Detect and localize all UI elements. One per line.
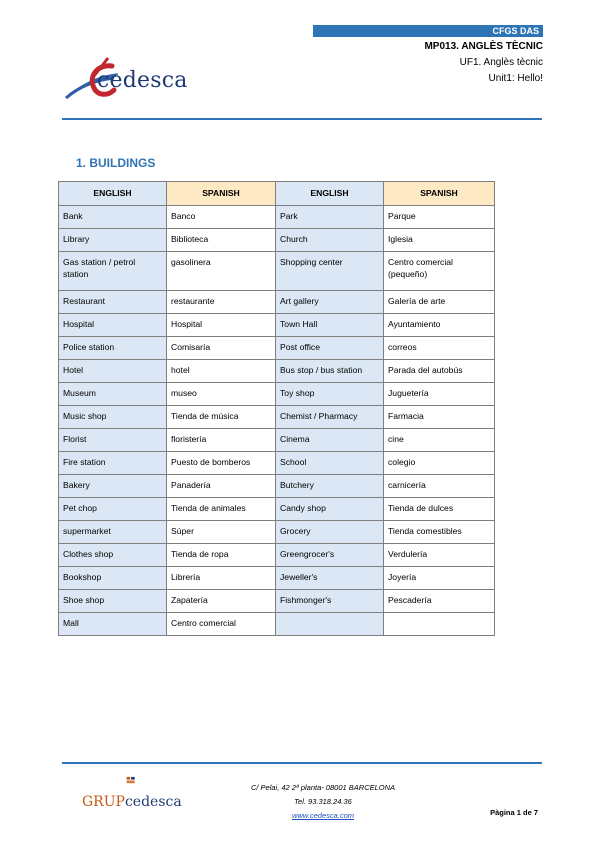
course-code: CFGS DAS: [492, 26, 539, 36]
table-row: [59, 544, 495, 567]
table-row: [59, 383, 495, 406]
header-divider: [62, 118, 542, 120]
cell-spanish: Verdulería: [384, 544, 495, 567]
cell-english: Restaurant: [59, 291, 167, 314]
cell-english: Hospital: [59, 314, 167, 337]
cell-spanish: Tienda comestibles: [384, 521, 495, 544]
cell-english: Park: [276, 206, 384, 229]
table-row: [59, 314, 495, 337]
cell-english: Museum: [59, 383, 167, 406]
cell-spanish: Panadería: [167, 475, 276, 498]
cell-spanish: Galería de arte: [384, 291, 495, 314]
cell-spanish: museo: [167, 383, 276, 406]
cell-english: Grocery: [276, 521, 384, 544]
table-row: [59, 252, 495, 291]
cell-english: [276, 613, 384, 636]
table-row: [59, 291, 495, 314]
cell-english: School: [276, 452, 384, 475]
cell-english: Hotel: [59, 360, 167, 383]
cell-spanish: [384, 613, 495, 636]
table-row: [59, 406, 495, 429]
cell-english: Fishmonger's: [276, 590, 384, 613]
cell-spanish: Tienda de animales: [167, 498, 276, 521]
cell-english: supermarket: [59, 521, 167, 544]
table-row: [59, 337, 495, 360]
cell-english: Town Hall: [276, 314, 384, 337]
table-row: [59, 498, 495, 521]
cell-english: Library: [59, 229, 167, 252]
cell-spanish: Súper: [167, 521, 276, 544]
table-row: [59, 567, 495, 590]
cell-english: Candy shop: [276, 498, 384, 521]
cell-english: Mall: [59, 613, 167, 636]
cell-english: Art gallery: [276, 291, 384, 314]
footer-brand: [82, 794, 182, 810]
cell-english: Bus stop / bus station: [276, 360, 384, 383]
header-spanish-2: SPANISH: [384, 182, 495, 206]
cell-spanish: Tienda de música: [167, 406, 276, 429]
cell-spanish: Zapatería: [167, 590, 276, 613]
footer-address: C/ Pelai, 42 2ª planta- 08001 BARCELONA: [250, 783, 396, 792]
page-number: Pàgina 1 de 7: [490, 808, 538, 817]
vocabulary-table: [58, 181, 495, 636]
cell-spanish: cine: [384, 429, 495, 452]
table-row: [59, 229, 495, 252]
cell-spanish: carnicería: [384, 475, 495, 498]
cell-english: Shopping center: [276, 252, 384, 291]
cell-english: Pet chop: [59, 498, 167, 521]
table-row: [59, 429, 495, 452]
cell-english: Post office: [276, 337, 384, 360]
cell-english: Bank: [59, 206, 167, 229]
cell-english: Bakery: [59, 475, 167, 498]
cell-english: Butchery: [276, 475, 384, 498]
cell-spanish: Joyería: [384, 567, 495, 590]
cell-english: Shoe shop: [59, 590, 167, 613]
cell-english: Greengrocer's: [276, 544, 384, 567]
cell-spanish: Parque: [384, 206, 495, 229]
table-row: [59, 613, 495, 636]
cell-spanish: Tienda de dulces: [384, 498, 495, 521]
cell-english: Florist: [59, 429, 167, 452]
cell-english: Gas station / petrol station: [59, 252, 167, 291]
cell-spanish: colegio: [384, 452, 495, 475]
cell-english: Cinema: [276, 429, 384, 452]
table-row: [59, 475, 495, 498]
footer-phone: Tel. 93.318.24.36: [294, 797, 352, 806]
table-header-row: [59, 182, 495, 206]
cell-english: Church: [276, 229, 384, 252]
cell-spanish: Hospital: [167, 314, 276, 337]
cell-spanish: Centro comercial: [167, 613, 276, 636]
table-row: [59, 590, 495, 613]
section-title: 1. BUILDINGS: [76, 156, 156, 170]
cell-spanish: Farmacia: [384, 406, 495, 429]
cell-spanish: Comisaría: [167, 337, 276, 360]
formative-unit: UF1. Anglès tècnic: [459, 57, 543, 68]
brand-cedesca: cedesca: [124, 794, 182, 810]
cell-spanish: floristería: [167, 429, 276, 452]
cell-english: Chemist / Pharmacy: [276, 406, 384, 429]
logo-wordmark: cedesca: [97, 68, 188, 93]
grupcedesca-logo-icon: [82, 776, 182, 794]
cell-spanish: Pescadería: [384, 590, 495, 613]
cell-english: Music shop: [59, 406, 167, 429]
table-row: [59, 452, 495, 475]
cell-spanish: Iglesia: [384, 229, 495, 252]
cell-spanish: Banco: [167, 206, 276, 229]
header-course-bar: [313, 25, 543, 37]
cell-english: Clothes shop: [59, 544, 167, 567]
cell-spanish: correos: [384, 337, 495, 360]
unit-title: Unit1: Hello!: [488, 73, 543, 84]
cell-spanish: Juguetería: [384, 383, 495, 406]
footer-website-link[interactable]: www.cedesca.com: [291, 811, 355, 820]
footer-divider: [62, 762, 542, 764]
cell-spanish: Biblioteca: [167, 229, 276, 252]
cell-english: Bookshop: [59, 567, 167, 590]
cell-spanish: Centro comercial (pequeño): [384, 252, 495, 291]
cell-spanish: Tienda de ropa: [167, 544, 276, 567]
header-english-1: ENGLISH: [59, 182, 167, 206]
cell-spanish: Librería: [167, 567, 276, 590]
cell-spanish: Parada del autobús: [384, 360, 495, 383]
header-spanish-1: SPANISH: [167, 182, 276, 206]
cell-spanish: Ayuntamiento: [384, 314, 495, 337]
cell-english: Fire station: [59, 452, 167, 475]
cell-spanish: hotel: [167, 360, 276, 383]
cell-english: Toy shop: [276, 383, 384, 406]
header-english-2: ENGLISH: [276, 182, 384, 206]
table-row: [59, 206, 495, 229]
cell-english: Police station: [59, 337, 167, 360]
table-row: [59, 521, 495, 544]
cell-spanish: restaurante: [167, 291, 276, 314]
cell-spanish: Puesto de bomberos: [167, 452, 276, 475]
cell-english: Jeweller's: [276, 567, 384, 590]
brand-grup: GRUP: [82, 794, 125, 810]
module-title: MP013. ANGLÈS TÈCNIC: [424, 41, 543, 52]
table-row: [59, 360, 495, 383]
cell-spanish: gasolinera: [167, 252, 276, 291]
